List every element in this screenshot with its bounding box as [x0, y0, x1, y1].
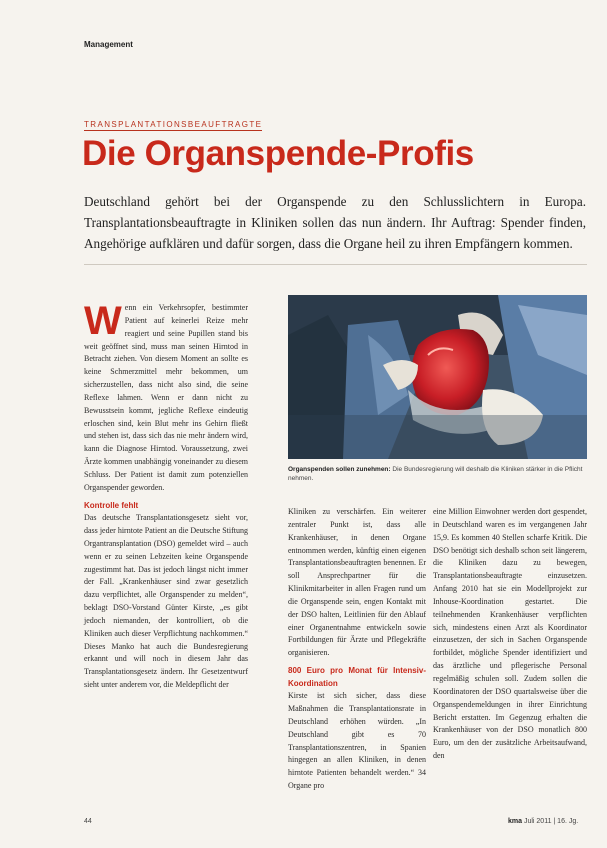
article-lead: Deutschland gehört bei der Organspende zu den Schlusslichtern in Europa. Transplantationsbeauftragte in Kliniken sollen das nun ändern. Ihr Auftrag: Spender finden, Angehörige aufklären und dafür sorgen, dass die Organe heil zu ihren Empfängern kommen. — [84, 194, 586, 251]
body-paragraph: Kirste ist sich sicher, dass diese Maßnahmen die Transplantationsrate in Deutschland erhöhen würden. „In Deutschland gibt es 70 Transplantationszentren, in Spanien hingegen an allen Kliniken, in denen hirntote Patienten behandelt werden.“ 34 Organe pro — [288, 691, 426, 791]
subheading: Kontrolle fehlt — [84, 500, 139, 510]
issue-date: Juli 2011 | 16. Jg. — [523, 818, 579, 825]
body-paragraph: Das deutsche Transplantationsgesetz sieht vor, dass jeder hirntote Patient an die Deutsche Stiftung Organtransplantation (DSO) gemeldet wird – auch wenn er zu seinen Lebzeiten keine Organspende zugestimmt hat. Das ist jedoch längst nicht immer der Fall. „Krankenhäuser sind zwar gesetzlich dazu verpflichtet, alle Organspender zu melden“, beklagt DSO-Vorstand Günter Kirste, „es gibt jedoch niemanden, der kontrolliert, ob die Kliniken auch dieser Verpflichtung nachkommen.“ Dieses Manko hat auch die Bundesregierung erkannt und will noch in diesem Jahr das Transplantationsgesetz ändern. Ihr Gesetzentwurf sieht unter anderem vor, die Meldepflicht der — [84, 513, 248, 690]
article-headline: Die Organspende-Profis — [82, 134, 474, 173]
body-paragraph: Kliniken zu verschärfen. Ein weiterer zentraler Punkt ist, dass alle Krankenhäuser, in denen Organe entnommen werden, künftig einen eigenen Transplantationsbeauftragten benennen. Er soll Ansprechpartner für die Klinikmitarbeiter in allen Fragen rund um die Organspende sein, engen Kontakt mit der DSO halten, Leitlinien für den Ablauf einer Organentnahme entwickeln sowie Fortbildungen für Ärzte und Pflegekräfte organisieren. — [288, 507, 426, 658]
caption-lead: Organspenden sollen zunehmen: — [288, 466, 391, 473]
divider-rule — [84, 264, 587, 265]
magazine-name: kma — [508, 818, 523, 825]
magazine-issue — [508, 818, 578, 825]
body-column-1 — [84, 299, 248, 692]
photo-caption — [288, 465, 587, 483]
article-photo — [288, 295, 587, 459]
caption-text: Die Bundesregierung will deshalb die Kliniken stärker in die Pflicht nehmen. — [288, 466, 583, 482]
subheading: 800 Euro pro Monat für Intensiv-Koordination — [288, 666, 426, 688]
body-paragraph: eine Million Einwohner werden dort gespendet, in Deutschland waren es im vergangenen Jahr 15,9. Es kommen 40 Stellen scharfe Kritik. Die DSO benötigt sich deshalb schon seit längerem, die Kliniken dazu zu bewegen, Transplantationsbeauftragte einzusetzen. Anfang 2010 hat sie ein Modellprojekt zur Inhouse-Koordination gestartet. Die teilnehmenden Krankenhäuser verpflichten sich, mindestens einen Arzt als Koordinator einzusetzen, der sich in Sachen Organspende fortbildet, mögliche Spender identifiziert und das ärztliche und pflegerische Personal regelmäßig schulen soll. Zudem sollen die Koordinatoren der DSO quartalsweise über die Organspendemeldungen in ihrer Einrichtung Bericht erstatten. Im Gegenzug erhalten die Krankenhäuser von der DSO monatlich 800 Euro, um den der zusätzliche Arbeitsaufwand, den — [433, 507, 587, 761]
article-kicker: TRANSPLANTATIONSBEAUFTRAGTE — [84, 120, 263, 129]
drop-cap: W — [84, 299, 122, 343]
body-column-2 — [288, 506, 426, 793]
page-number: 44 — [84, 818, 92, 825]
surgeons-holding-organ-image — [288, 295, 587, 459]
body-paragraph: enn ein Verkehrsopfer, bestimmter Patient auf keinerlei Reize mehr reagiert und seine Pupillen stand bis weit geöffnet sind, muss man seinen Hirntod in Betracht ziehen. Von diesem Moment an sollte es keine Schmerzmittel mehr bekommen, um sicherzustellen, dass nicht also sind, die seine Reflexe lahmen. Wenn er dann nicht zu Bewusstsein kommt, jegliche Reflexe eindeutig erloschen sind, kein Blut mehr ins Gehirn fließt und stehen ist, dass sich das nie mehr ändern wird, kann die Diagnose Hirntod. Voraussetzung, zwei Ärzte kommen unabhängig voneinander zu diesem Schluss. Der Patient ist damit zum potenziellen Organspender geworden. — [84, 303, 248, 492]
section-label: Management — [84, 40, 133, 49]
body-column-3 — [433, 506, 587, 763]
